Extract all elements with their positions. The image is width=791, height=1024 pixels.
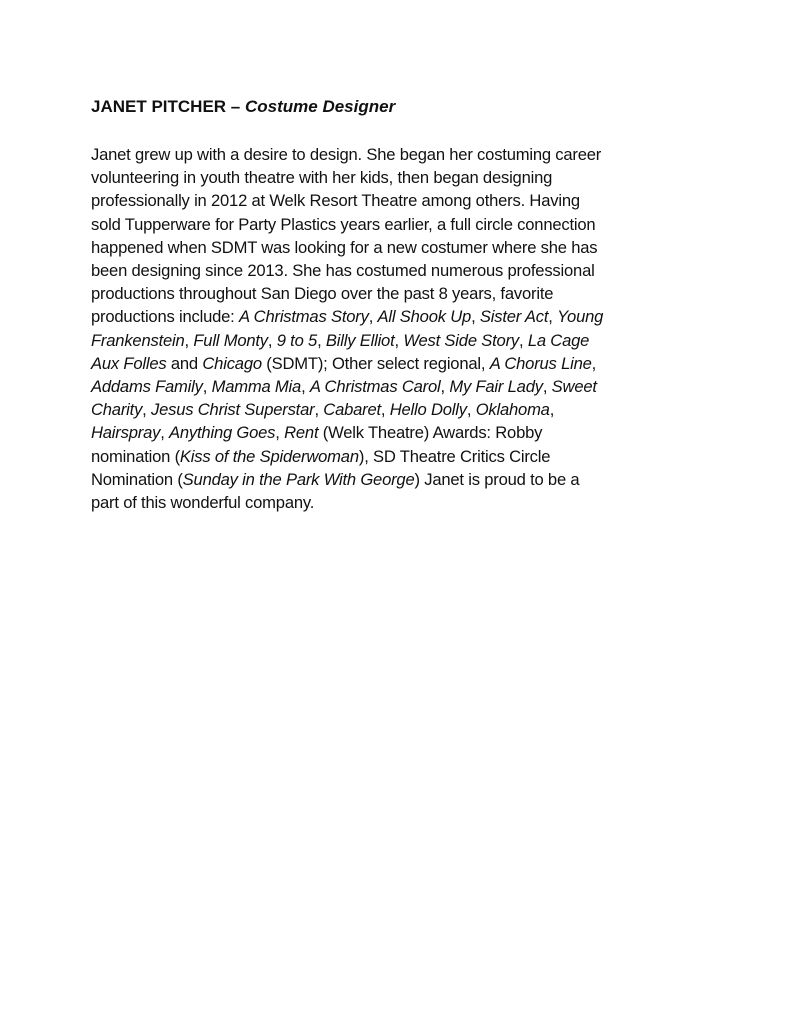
bio-text: (SDMT); Other select regional, xyxy=(261,353,490,373)
show-title: My Fair Lady xyxy=(449,377,543,397)
bio-line-1: Janet grew up with a desire to design. She began her costuming career xyxy=(91,145,602,164)
bio-text: ) Janet is proud to be a xyxy=(414,469,580,489)
bio-text: productions include: xyxy=(91,307,240,327)
show-title: Sweet xyxy=(551,377,597,397)
bio-section xyxy=(91,95,691,514)
bio-line-15 xyxy=(91,468,691,491)
show-title: Mamma Mia xyxy=(211,377,302,397)
show-title: Aux Folles xyxy=(91,353,167,373)
show-title: Chicago xyxy=(202,353,262,373)
show-title: Billy Elliot xyxy=(325,330,395,350)
show-title: A Chorus Line xyxy=(489,353,592,373)
show-title: Jesus Christ Superstar xyxy=(151,400,315,420)
bio-line-16: part of this wonderful company. xyxy=(91,493,315,513)
show-title: Full Monty xyxy=(193,330,268,350)
bio-line-14 xyxy=(91,445,691,468)
heading-separator: – xyxy=(226,97,245,116)
bio-heading xyxy=(91,95,691,119)
show-title: A Christmas Story xyxy=(239,307,369,327)
show-title: Charity xyxy=(91,400,143,420)
person-name: JANET PITCHER xyxy=(91,97,227,116)
bio-paragraph xyxy=(91,143,691,514)
bio-line-9: Frankenstein, Full Monty, 9 to 5, Billy Elliot, West Side Story, La Cage xyxy=(91,330,590,350)
show-title: Hello Dolly xyxy=(389,400,467,420)
show-title: Addams Family xyxy=(91,377,203,397)
show-title: All Shook Up xyxy=(377,307,472,327)
bio-text: ), SD Theatre Critics Circle xyxy=(358,446,551,466)
show-title: Anything Goes xyxy=(169,423,276,443)
show-title: La Cage xyxy=(527,330,590,350)
bio-line-13: Hairspray, Anything Goes, Rent (Welk Theatre) Awards: Robby xyxy=(91,423,543,443)
show-title: A Christmas Carol xyxy=(309,377,441,397)
show-title: 9 to 5 xyxy=(276,330,318,350)
show-title: Kiss of the Spiderwoman xyxy=(179,446,359,466)
show-title: Sunday in the Park With George xyxy=(182,469,415,489)
bio-text: and xyxy=(166,353,203,373)
show-title: Oklahoma xyxy=(475,400,550,420)
bio-line-8: productions include: A Christmas Story, All Shook Up, Sister Act, Young xyxy=(91,307,604,327)
bio-line-11: Addams Family, Mamma Mia, A Christmas Carol, My Fair Lady, Sweet xyxy=(91,377,597,397)
bio-line-5: happened when SDMT was looking for a new costumer where she has xyxy=(91,237,598,257)
bio-line-3: professionally in 2012 at Welk Resort Theatre among others. Having xyxy=(91,191,580,211)
person-role: Costume Designer xyxy=(244,97,396,116)
bio-text: nomination ( xyxy=(91,446,180,466)
bio-text: (Welk Theatre) Awards: Robby xyxy=(318,423,543,443)
bio-line-2: volunteering in youth theatre with her kids, then began designing xyxy=(91,168,553,188)
show-title: Cabaret xyxy=(323,400,381,420)
bio-line-10: Aux Folles and Chicago (SDMT); Other select regional, A Chorus Line, xyxy=(91,353,597,373)
bio-line-6: been designing since 2013. She has costumed numerous professional xyxy=(91,261,595,281)
bio-line-4: sold Tupperware for Party Plastics years earlier, a full circle connection xyxy=(91,214,596,234)
show-title: West Side Story xyxy=(403,330,519,350)
bio-line-7: productions throughout San Diego over the past 8 years, favorite xyxy=(91,284,554,304)
show-title: Sister Act xyxy=(479,307,549,327)
show-title: Rent xyxy=(284,423,319,443)
bio-text: Nomination ( xyxy=(91,469,183,489)
show-title: Hairspray xyxy=(91,423,161,443)
show-title: Frankenstein xyxy=(91,330,185,350)
bio-line-12: Charity, Jesus Christ Superstar, Cabaret, Hello Dolly, Oklahoma, xyxy=(91,400,555,420)
show-title: Young xyxy=(557,307,604,327)
